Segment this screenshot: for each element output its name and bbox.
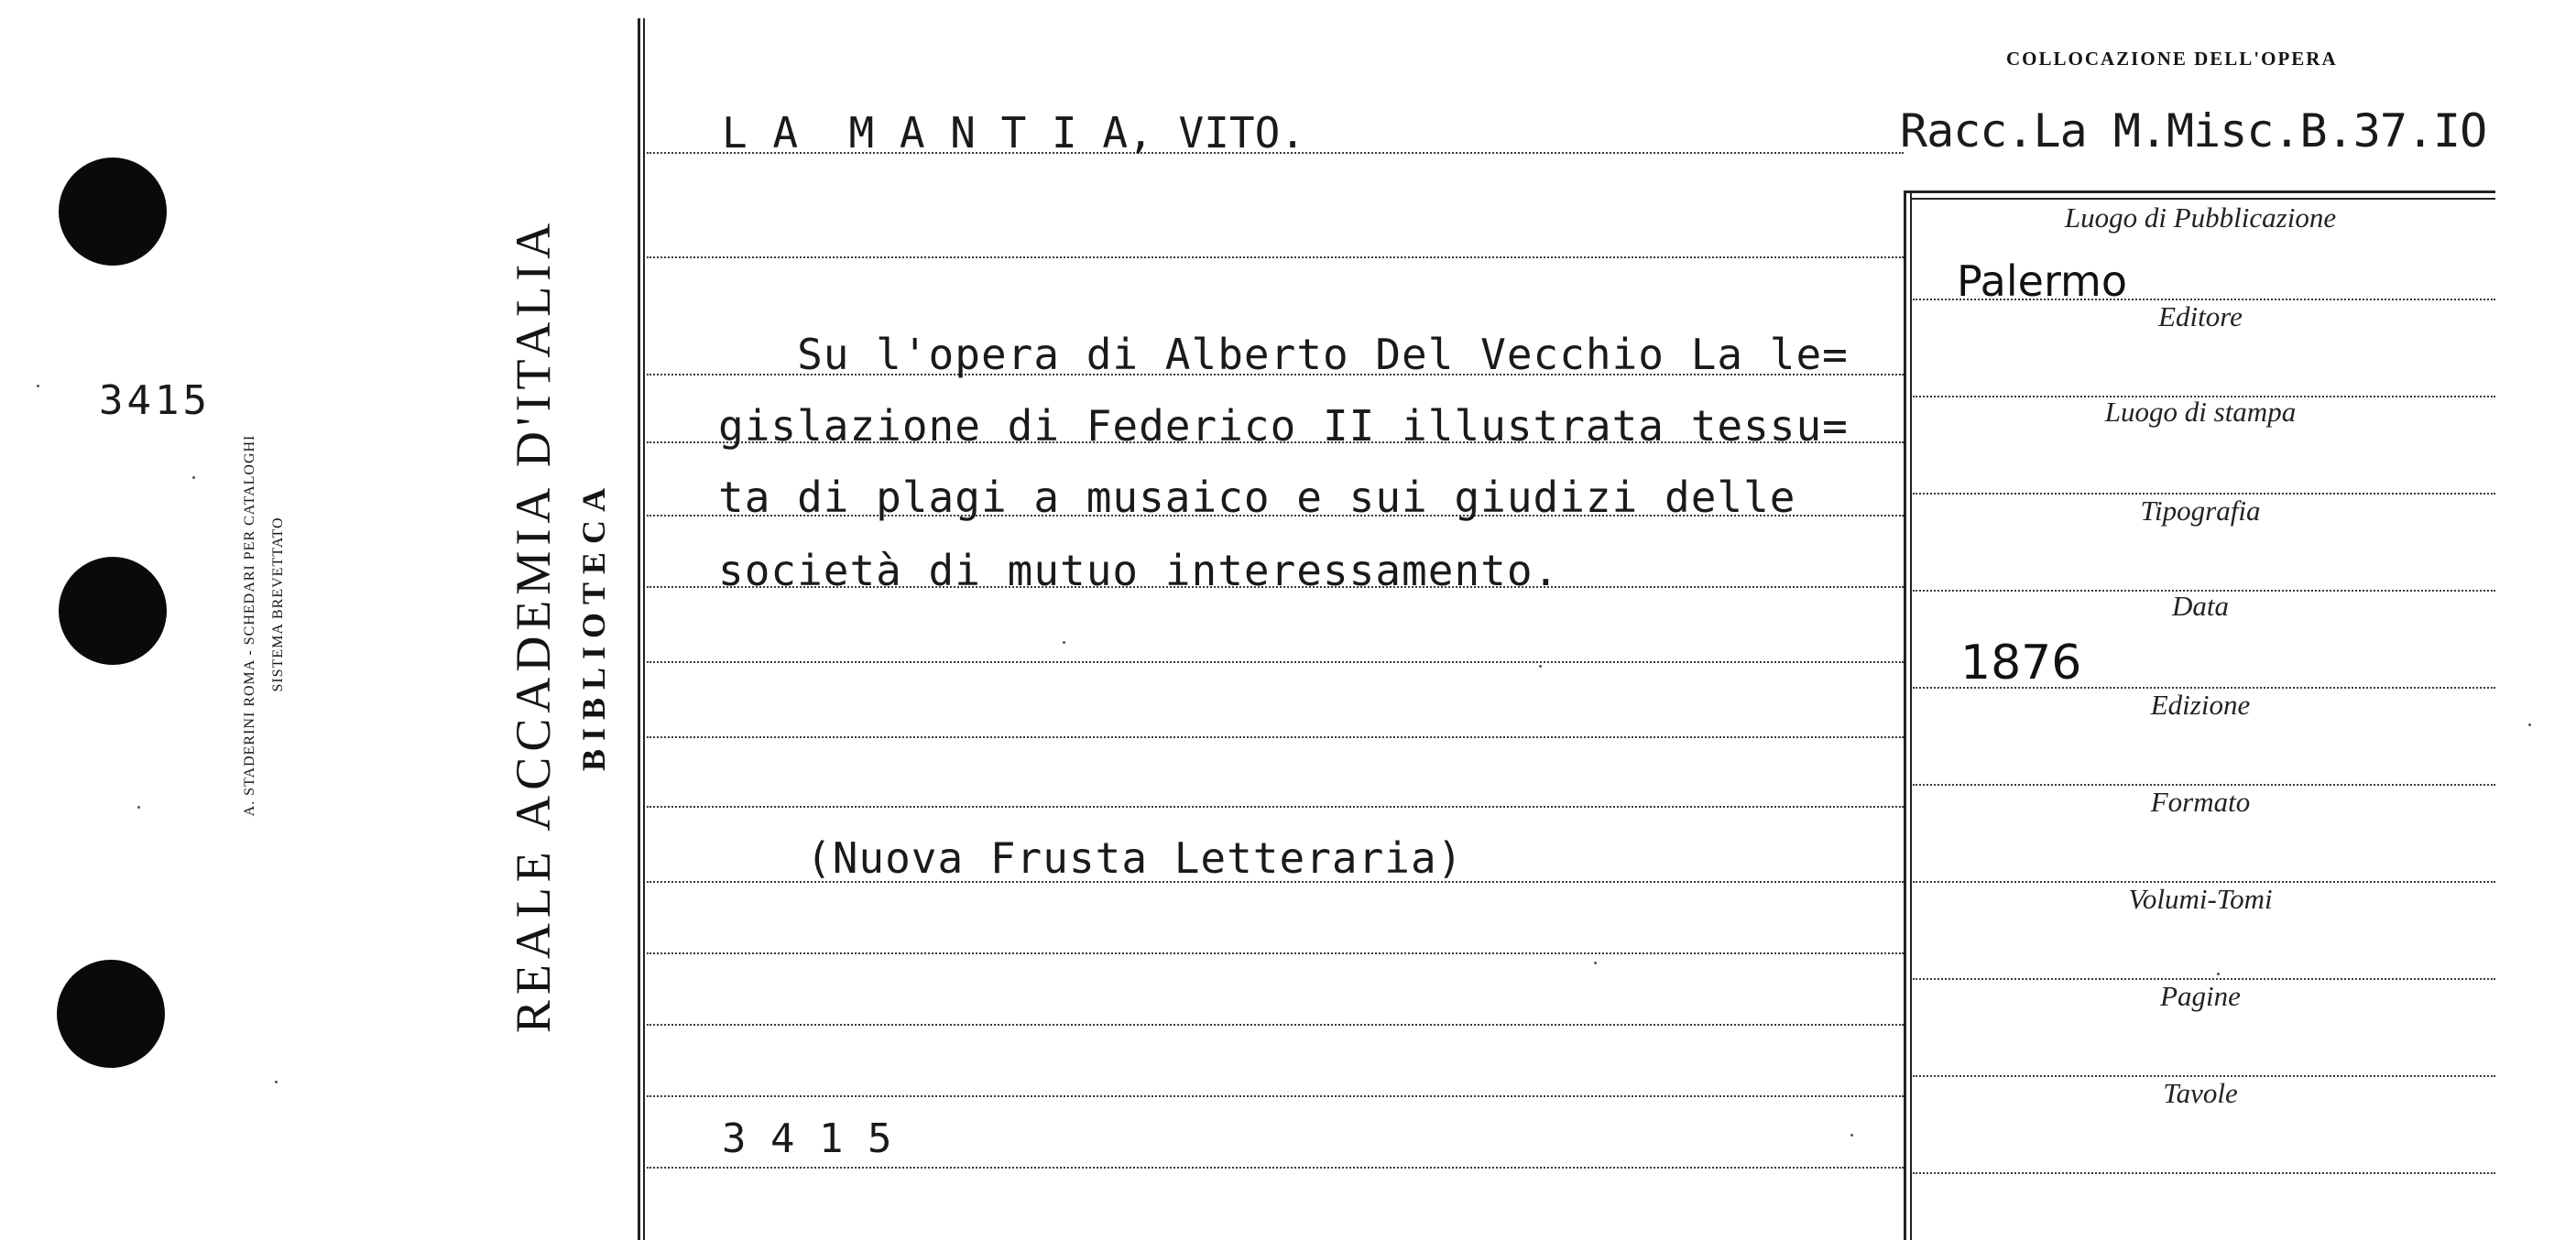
scan-speck <box>2528 723 2531 726</box>
left-margin-line-2 <box>643 18 645 1240</box>
print-place-label: Luogo di stampa <box>2104 396 2297 428</box>
scan-speck <box>2217 973 2220 975</box>
field-column-top-border-2 <box>1910 198 2495 200</box>
plates-label: Tavole <box>2163 1077 2238 1109</box>
format-label: Formato <box>2150 786 2251 818</box>
scan-speck <box>1539 665 1542 668</box>
library-label: BIBLIOTECA <box>575 479 612 772</box>
scan-speck <box>1594 962 1597 964</box>
left-margin-line <box>638 18 640 1240</box>
title-line-3: ta di plagi a musaico e sui giudizi delle <box>718 473 1796 522</box>
scan-speck <box>275 1081 278 1083</box>
publisher-imprint: A. STADERINI ROMA - SCHEDARI PER CATALOGHI <box>242 434 257 817</box>
scan-speck <box>192 476 195 479</box>
punch-hole-bottom <box>57 960 165 1068</box>
line-6 <box>647 661 1904 663</box>
institution-title: REALE ACCADEMIA D'ITALIA <box>506 217 561 1034</box>
location-heading: COLLOCAZIONE DELL'OPERA <box>2006 48 2338 70</box>
scan-speck <box>1063 641 1065 644</box>
field-column-top-border <box>1904 190 2495 193</box>
pages-label: Pagine <box>2160 980 2241 1012</box>
bottom-card-number: 3 4 1 5 <box>722 1115 892 1162</box>
line-10 <box>647 952 1904 954</box>
line-8 <box>647 806 1904 808</box>
volumes-label: Volumi-Tomi <box>2128 883 2273 915</box>
scan-speck <box>137 806 140 809</box>
field-rule-10 <box>1913 1172 2495 1174</box>
field-column-divider <box>1904 190 1906 1240</box>
shelfmark: Racc.La M.Misc.B.37.IO <box>1900 104 2487 158</box>
publisher-label: Editore <box>2158 300 2243 332</box>
punch-hole-top <box>59 158 167 266</box>
line-7 <box>647 736 1904 738</box>
source-periodical: (Nuova Frusta Letteraria) <box>806 833 1464 883</box>
line-12 <box>647 1095 1904 1097</box>
author-name: L A M A N T I A, VITO. <box>722 108 1305 158</box>
scan-speck <box>37 385 39 387</box>
place-label: Luogo di Pubblicazione <box>2064 201 2337 234</box>
edition-label: Edizione <box>2150 689 2251 721</box>
date-label: Data <box>2172 590 2229 622</box>
line-11 <box>647 1024 1904 1026</box>
line-1 <box>647 256 1904 258</box>
patent-imprint: SISTEMA BREVETTATO <box>270 517 286 692</box>
title-line-1: Su l'opera di Alberto Del Vecchio La le= <box>718 330 1849 379</box>
left-card-number: 3415 <box>99 377 211 424</box>
line-13 <box>647 1167 1904 1169</box>
title-line-4: società di mutuo interessamento. <box>718 546 1560 595</box>
scan-speck <box>1850 1134 1853 1137</box>
title-line-2: gislazione di Federico II illustrata tessu= <box>718 401 1849 451</box>
place-value: Palermo <box>1957 256 2127 306</box>
punch-hole-middle <box>59 557 167 665</box>
date-value: 1876 <box>1960 636 2082 691</box>
printer-label: Tipografia <box>2140 495 2261 527</box>
